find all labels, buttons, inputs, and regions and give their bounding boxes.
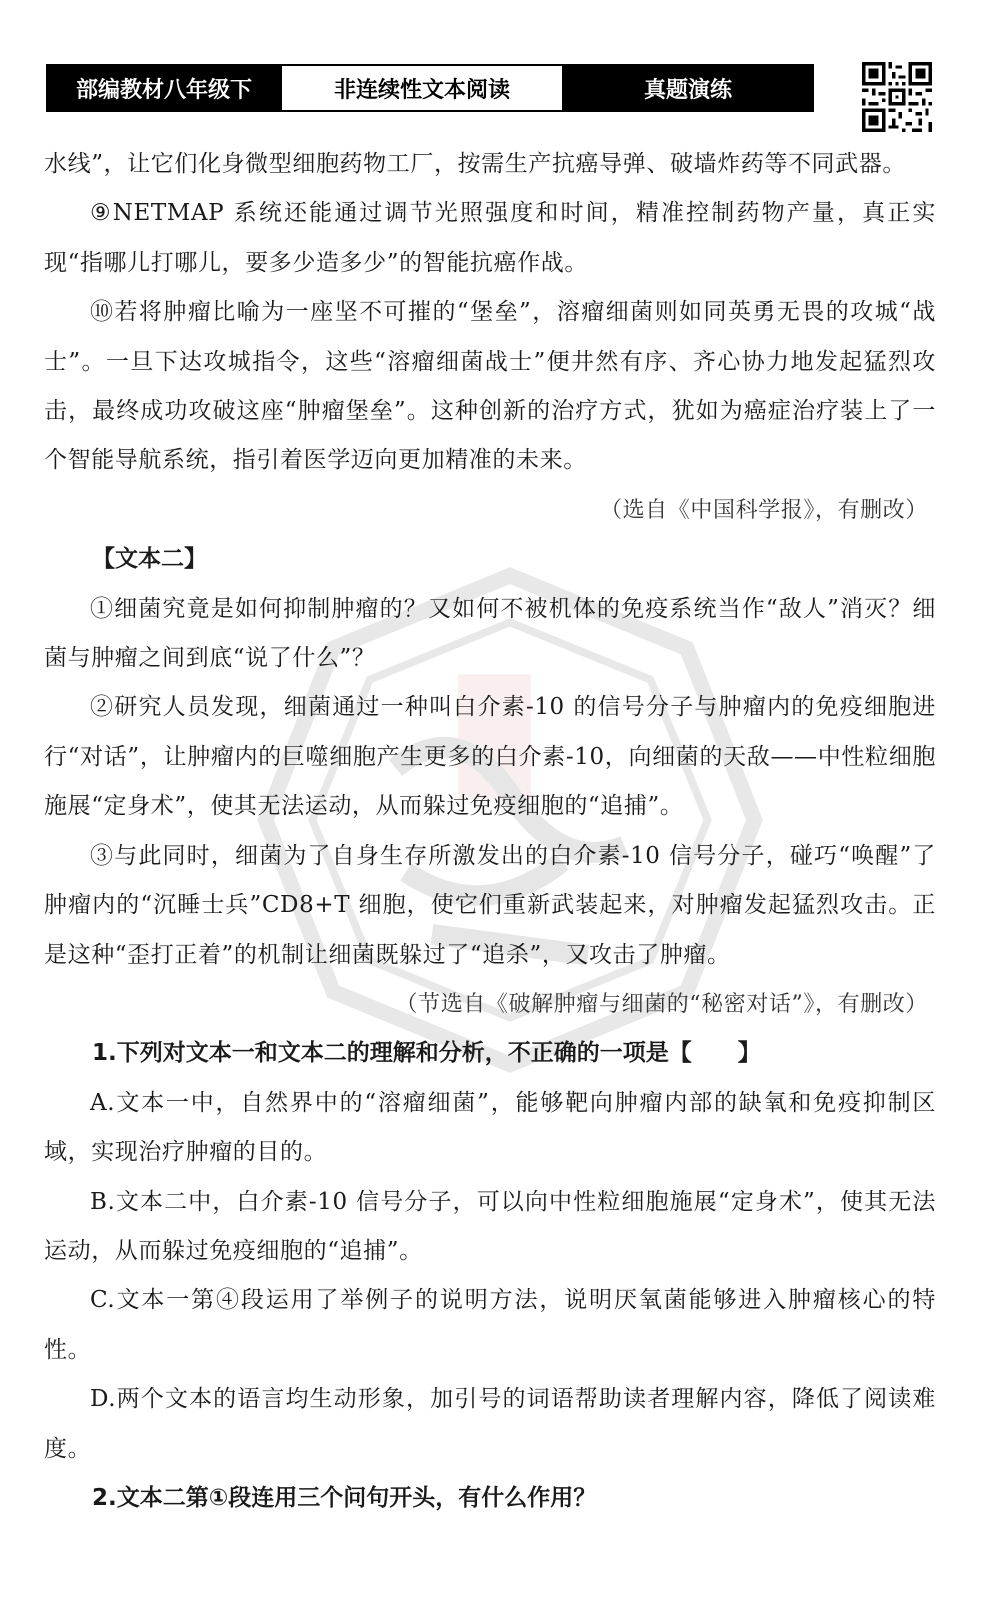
text2-title: 【文本二】 xyxy=(92,546,207,573)
text1-paragraph-9: ⑨NETMAP 系统还能通过调节光照强度和时间，精准控制药物产量，真正实现“指哪儿打哪儿，要多少造多少”的智能抗癌作战。 xyxy=(44,200,936,276)
question-1: 1.下列对文本一和文本二的理解和分析，不正确的一项是【 】 xyxy=(92,1040,761,1067)
text2-paragraph-3: ③与此同时，细菌为了自身生存所激发出的白介素-10 信号分子，碰巧“唤醒”了肿瘤内的“沉睡士兵”CD8+T 细胞，使它们重新武装起来，对肿瘤发起猛烈攻击。正是这种“歪打正着”的机制让细菌既躲过了“追杀”，又攻击了肿瘤。 xyxy=(44,842,936,968)
text1-paragraph-10: ⑩若将肿瘤比喻为一座坚不可摧的“堡垒”，溶瘤细菌则如同英勇无畏的攻城“战士”。一旦下达攻城指令，这些“溶瘤细菌战士”便井然有序、齐心协力地发起猛烈攻击，最终成功攻破这座“肿瘤堡垒”。这种创新的治疗方式，犹如为癌症治疗装上了一个智能导航系统，指引着医学迈向更加精准的未来。 xyxy=(44,299,936,474)
header-practice: 真题演练 xyxy=(564,66,812,110)
option-b: B.文本二中，白介素-10 信号分子，可以向中性粒细胞施展“定身术”，使其无法运动，从而躲过免疫细胞的“追捕”。 xyxy=(44,1188,936,1264)
header-topic: 非连续性文本阅读 xyxy=(280,66,564,110)
text2-paragraph-2: ②研究人员发现，细菌通过一种叫白介素-10 的信号分子与肿瘤内的免疫细胞进行“对话”，让肿瘤内的巨噬细胞产生更多的白介素-10，向细菌的天敌——中性粒细胞施展“定身术”，使其无法运动，从而躲过免疫细胞的“追捕”。 xyxy=(44,694,936,820)
text1-continued-paragraph: 水线”，让它们化身微型细胞药物工厂，按需生产抗癌导弹、破墙炸药等不同武器。 xyxy=(44,151,906,177)
document-body xyxy=(44,140,936,1523)
text2-paragraph-1: ①细菌究竟是如何抑制肿瘤的？又如何不被机体的免疫系统当作“敌人”消灭？细菌与肿瘤之间到底“说了什么”？ xyxy=(44,595,936,672)
option-d: D.两个文本的语言均生动形象，加引号的词语帮助读者理解内容，降低了阅读难度。 xyxy=(44,1386,936,1462)
question-2: 2.文本二第①段连用三个问句开头，有什么作用？ xyxy=(92,1484,597,1511)
text2-source: （节选自《破解肿瘤与细菌的“秘密对话”》，有删改） xyxy=(395,991,928,1017)
option-a: A.文本一中，自然界中的“溶瘤细菌”，能够靶向肿瘤内部的缺氧和免疫抑制区域，实现治疗肿瘤的目的。 xyxy=(44,1089,936,1166)
header-grade: 部编教材八年级下 xyxy=(48,66,280,110)
header-bar xyxy=(46,64,814,112)
qr-code-icon xyxy=(862,62,932,132)
text1-source: （选自《中国科学报》，有删改） xyxy=(599,497,928,523)
option-c: C.文本一第④段运用了举例子的说明方法，说明厌氧菌能够进入肿瘤核心的特性。 xyxy=(44,1287,936,1363)
